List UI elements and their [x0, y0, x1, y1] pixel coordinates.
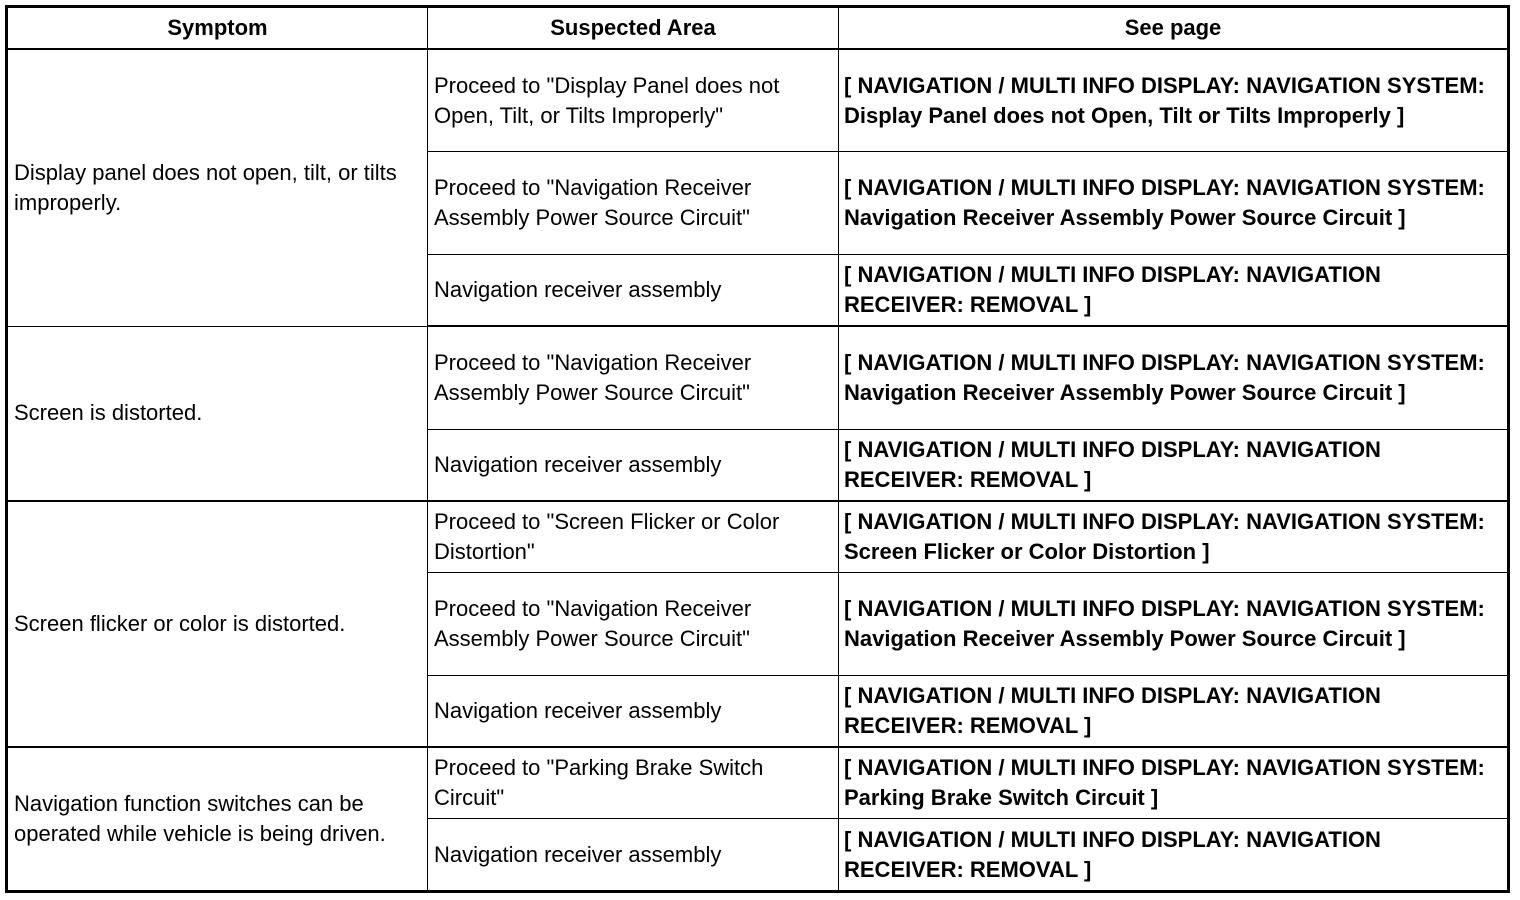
header-row: [7, 7, 1509, 50]
suspected-area-cell: Proceed to "Navigation Receiver Assembly Power Source Circuit": [428, 326, 839, 429]
see-page-cell: [ NAVIGATION / MULTI INFO DISPLAY: NAVIGATION SYSTEM: Screen Flicker or Color Distortion ]: [839, 501, 1509, 573]
suspected-area-cell: Proceed to "Screen Flicker or Color Distortion": [428, 501, 839, 573]
see-page-cell: [ NAVIGATION / MULTI INFO DISPLAY: NAVIGATION SYSTEM: Navigation Receiver Assembly Power Source Circuit ]: [839, 573, 1509, 675]
suspected-area-cell: Navigation receiver assembly: [428, 675, 839, 747]
table-row: [7, 747, 1509, 819]
suspected-area-cell: Navigation receiver assembly: [428, 429, 839, 501]
see-page-cell: [ NAVIGATION / MULTI INFO DISPLAY: NAVIGATION RECEIVER: REMOVAL ]: [839, 819, 1509, 892]
suspected-area-cell: Proceed to "Parking Brake Switch Circuit": [428, 747, 839, 819]
suspected-area-cell: Navigation receiver assembly: [428, 254, 839, 326]
see-page-cell: [ NAVIGATION / MULTI INFO DISPLAY: NAVIGATION RECEIVER: REMOVAL ]: [839, 675, 1509, 747]
header-see-page: See page: [839, 7, 1509, 50]
see-page-cell: [ NAVIGATION / MULTI INFO DISPLAY: NAVIGATION SYSTEM: Parking Brake Switch Circuit ]: [839, 747, 1509, 819]
table-row: [7, 326, 1509, 429]
see-page-cell: [ NAVIGATION / MULTI INFO DISPLAY: NAVIGATION RECEIVER: REMOVAL ]: [839, 429, 1509, 501]
symptom-cell: Screen is distorted.: [7, 326, 428, 501]
suspected-area-cell: Proceed to "Display Panel does not Open, Tilt, or Tilts Improperly": [428, 49, 839, 152]
symptom-cell: Navigation function switches can be operated while vehicle is being driven.: [7, 747, 428, 891]
suspected-area-cell: Proceed to "Navigation Receiver Assembly Power Source Circuit": [428, 152, 839, 254]
symptom-cell: Display panel does not open, tilt, or tilts improperly.: [7, 49, 428, 326]
see-page-cell: [ NAVIGATION / MULTI INFO DISPLAY: NAVIGATION SYSTEM: Navigation Receiver Assembly Power Source Circuit ]: [839, 152, 1509, 254]
see-page-cell: [ NAVIGATION / MULTI INFO DISPLAY: NAVIGATION SYSTEM: Navigation Receiver Assembly Power Source Circuit ]: [839, 326, 1509, 429]
troubleshooting-table: [5, 5, 1510, 893]
header-suspected-area: Suspected Area: [428, 7, 839, 50]
table-row: [7, 501, 1509, 573]
table-row: [7, 49, 1509, 152]
suspected-area-cell: Proceed to "Navigation Receiver Assembly Power Source Circuit": [428, 573, 839, 675]
suspected-area-cell: Navigation receiver assembly: [428, 819, 839, 892]
symptom-cell: Screen flicker or color is distorted.: [7, 501, 428, 747]
see-page-cell: [ NAVIGATION / MULTI INFO DISPLAY: NAVIGATION RECEIVER: REMOVAL ]: [839, 254, 1509, 326]
see-page-cell: [ NAVIGATION / MULTI INFO DISPLAY: NAVIGATION SYSTEM: Display Panel does not Open, Tilt or Tilts Improperly ]: [839, 49, 1509, 152]
header-symptom: Symptom: [7, 7, 428, 50]
